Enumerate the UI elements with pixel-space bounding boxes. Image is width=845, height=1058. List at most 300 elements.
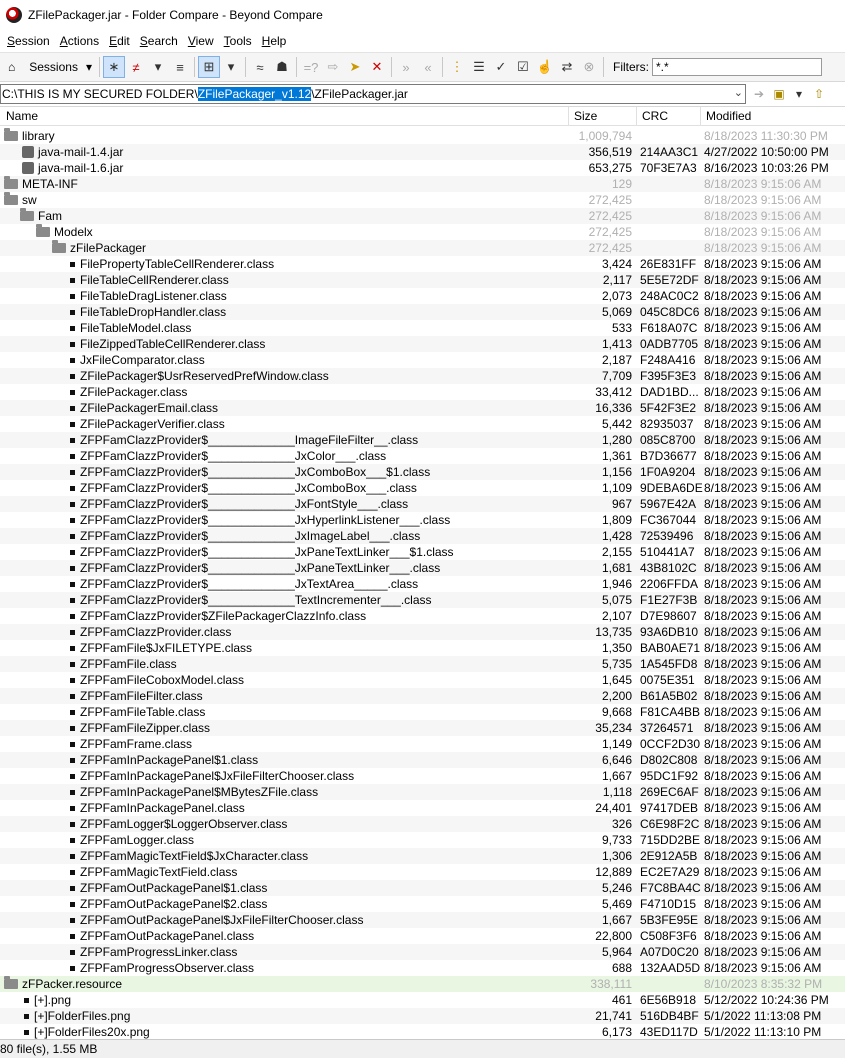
modified-cell: 8/18/2023 9:15:06 AM [704,641,822,655]
file-row[interactable] [0,656,845,672]
file-icon [70,630,75,635]
modified-cell: 8/18/2023 9:15:06 AM [704,353,822,367]
list-icon[interactable]: ☰ [473,59,485,74]
check-icon[interactable]: ✓ [495,59,507,74]
name-cell [70,481,417,495]
file-name: zFPacker.resource [22,977,123,991]
file-row[interactable] [0,560,845,576]
name-cell [70,737,192,751]
size-cell: 2,187 [601,353,632,367]
file-icon [70,918,75,923]
name-cell [24,1009,130,1023]
crc-cell: F7C8BA4C [640,881,701,895]
file-row[interactable] [0,608,845,624]
file-name: ZFPFamProgressObserver.class [80,961,255,975]
crc-cell: F1E27F3B [640,593,698,607]
name-cell [70,529,420,543]
jar-file-icon [22,162,34,174]
name-cell [70,817,287,831]
folder-row[interactable] [0,224,845,240]
name-cell [70,305,226,319]
crc-cell: 2206FFDA [640,577,699,591]
file-icon [70,854,75,859]
menu-session[interactable]: Session [7,34,50,48]
size-cell: 326 [611,817,632,831]
modified-cell: 8/18/2023 9:15:06 AM [704,673,822,687]
file-row[interactable] [0,816,845,832]
status-text: 80 file(s), 1.55 MB [0,1042,98,1056]
modified-cell: 8/18/2023 9:15:06 AM [704,721,822,735]
file-row[interactable] [0,848,845,864]
folder-row[interactable] [0,240,845,256]
column-divider[interactable] [636,107,637,125]
crc-cell: 97417DEB [640,801,699,815]
name-cell [70,961,254,975]
crc-cell: 715DD2BE [640,833,701,847]
modified-cell: 8/18/2023 9:15:06 AM [704,753,822,767]
crc-cell: 269EC6AF [640,785,699,799]
crc-cell: 045C8DC6 [640,305,700,319]
modified-cell: 8/18/2023 9:15:06 AM [704,177,822,191]
file-name: ZFPFamClazzProvider$_____________JxPaneTextLinker___.class [80,561,441,575]
file-row[interactable] [0,336,845,352]
check-all-icon[interactable]: ☑ [517,59,529,74]
file-icon [70,454,75,459]
size-cell: 7,709 [601,369,632,383]
browse-folder-icon[interactable]: ▣ [773,87,785,101]
folder-icon [4,195,18,205]
size-cell: 272,425 [588,209,632,223]
crc-cell: D7E98607 [640,609,697,623]
modified-cell: 8/18/2023 9:15:06 AM [704,497,822,511]
file-row[interactable] [0,400,845,416]
up-folder-icon[interactable]: ⇧ [813,87,825,101]
file-name: ZFilePackager.class [80,385,188,399]
file-icon [70,534,75,539]
file-row[interactable] [0,960,845,976]
name-cell [24,993,71,1007]
previous-difference-icon[interactable]: « [424,59,432,75]
size-cell: 967 [611,497,632,511]
size-cell: 1,350 [601,641,632,655]
file-name: META-INF [22,177,78,191]
file-icon [70,486,75,491]
size-cell: 272,425 [588,225,632,239]
modified-cell: 5/1/2022 11:13:08 PM [704,1009,822,1023]
modified-cell: 8/18/2023 9:15:06 AM [704,209,822,223]
file-row[interactable] [0,256,845,272]
file-row[interactable] [0,368,845,384]
file-icon [70,326,75,331]
modified-cell: 8/18/2023 9:15:06 AM [704,449,822,463]
modified-cell: 8/18/2023 9:15:06 AM [704,881,822,895]
file-row[interactable] [0,320,845,336]
modified-cell: 8/18/2023 9:15:06 AM [704,705,822,719]
size-cell: 129 [611,177,632,191]
name-cell [70,657,177,671]
file-row[interactable] [0,1008,845,1024]
file-name: ZFPFamClazzProvider$_____________JxComboBox___$1.class [80,465,431,479]
size-cell: 1,361 [601,449,632,463]
folder-row[interactable] [0,208,845,224]
size-cell: 1,667 [601,913,632,927]
crc-cell: F81CA4BB [640,705,701,719]
column-header [0,107,845,126]
size-cell: 356,519 [588,145,632,159]
menu-help[interactable]: Help [261,34,287,48]
file-icon [70,278,75,283]
file-row[interactable] [0,160,845,176]
file-name: ZFPFamInPackagePanel.class [80,801,245,815]
modified-cell: 5/12/2022 10:24:36 PM [704,993,829,1007]
size-cell: 1,156 [601,465,632,479]
file-row[interactable] [0,352,845,368]
file-row[interactable] [0,528,845,544]
size-cell: 1,681 [601,561,632,575]
size-cell: 272,425 [588,193,632,207]
file-name: ZFPFamClazzProvider$_____________ImageFileFilter__.class [80,433,419,447]
column-size[interactable]: Size [574,109,598,123]
file-icon [70,790,75,795]
name-cell [20,209,62,223]
modified-cell: 8/18/2023 9:15:06 AM [704,865,822,879]
move-icon[interactable]: ➤ [349,59,361,74]
crc-cell: 5E5E72DF [640,273,699,287]
name-cell [70,897,267,911]
file-name: ZFPFamFileFilter.class [80,689,203,703]
file-name: ZFPFamClazzProvider$ZFilePackagerClazzInfo.class [80,609,367,623]
folder-row[interactable] [0,192,845,208]
toolbar-separator [296,57,297,77]
touch-icon[interactable]: ☝ [536,59,554,74]
toolbar-separator [99,57,100,77]
menu-tools[interactable]: Tools [223,34,252,48]
file-icon [70,614,75,619]
file-icon [70,566,75,571]
modified-cell: 8/10/2023 8:35:32 PM [704,977,823,991]
modified-cell: 8/18/2023 9:15:06 AM [704,961,822,975]
crc-cell: C6E98F2C [640,817,700,831]
name-cell [4,129,55,143]
crc-cell: C508F3F6 [640,929,697,943]
file-row[interactable] [0,592,845,608]
menu-edit[interactable]: Edit [109,34,130,48]
file-row[interactable] [0,880,845,896]
crc-cell: 37264571 [640,721,694,735]
chevron-down-icon[interactable]: ▾ [154,59,162,74]
name-cell [70,433,418,447]
size-cell: 24,401 [595,801,632,815]
file-name: ZFPFamFile.class [80,657,177,671]
column-crc[interactable]: CRC [642,109,668,123]
file-row[interactable] [0,640,845,656]
crc-cell: 9DEBA6DE [640,481,703,495]
file-name: ZFPFamMagicTextField$JxCharacter.class [80,849,309,863]
window-title: ZFilePackager.jar - Folder Compare - Beyond Compare [28,8,323,22]
crc-cell: 82935037 [640,417,694,431]
crc-cell: 132AAD5D [640,961,701,975]
file-name: FileTableModel.class [80,321,192,335]
delete-icon[interactable]: ✕ [371,59,383,74]
crc-cell: 72539496 [640,529,694,543]
size-cell: 338,111 [590,977,632,991]
file-row[interactable] [0,720,845,736]
status-bar [0,1039,845,1058]
file-name: ZFPFamClazzProvider$_____________JxComboBox___.class [80,481,417,495]
file-icon [70,310,75,315]
ignore-differences-icon[interactable]: ≈ [256,59,264,75]
size-cell: 1,946 [601,577,632,591]
crc-cell: 2E912A5B [640,849,698,863]
size-cell: 2,155 [601,545,632,559]
file-row[interactable] [0,464,845,480]
stop-icon[interactable]: ⊗ [583,59,595,74]
crc-cell: 1F0A9204 [640,465,696,479]
chevron-down-icon[interactable]: ▾ [795,87,803,101]
crc-cell: 516DB4BF [640,1009,699,1023]
name-cell [22,161,123,175]
show-differences-icon[interactable]: ≠ [132,59,140,75]
modified-cell: 8/18/2023 9:15:06 AM [704,913,822,927]
swap-icon[interactable]: ⇄ [561,59,573,74]
jar-file-icon [22,146,34,158]
file-row[interactable] [0,736,845,752]
file-name: ZFPFamClazzProvider$_____________JxTextArea_____.class [80,577,419,591]
crc-cell: EC2E7A29 [640,865,700,879]
name-cell [70,369,329,383]
file-name: ZFPFamClazzProvider.class [80,625,232,639]
file-row[interactable] [0,688,845,704]
modified-cell: 8/18/2023 9:15:06 AM [704,257,822,271]
file-row[interactable] [0,304,845,320]
crc-cell: 6E56B918 [640,993,697,1007]
file-row[interactable] [0,432,845,448]
modified-cell: 8/18/2023 9:15:06 AM [704,897,822,911]
modified-cell: 8/18/2023 9:15:06 AM [704,769,822,783]
modified-cell: 8/18/2023 9:15:06 AM [704,849,822,863]
expand-folders-icon[interactable]: ⊞ [198,56,220,78]
tree-icon[interactable]: ⋮ [450,59,464,74]
file-row[interactable] [0,832,845,848]
size-cell: 22,800 [595,929,632,943]
size-cell: 1,118 [602,785,632,799]
file-name: ZFPFamFrame.class [80,737,193,751]
filters-input[interactable]: *.* [652,58,822,76]
size-cell: 688 [611,961,632,975]
crc-cell: F248A416 [640,353,696,367]
folder-row[interactable] [0,976,845,992]
file-row[interactable] [0,480,845,496]
size-cell: 5,469 [601,897,632,911]
file-row[interactable] [0,496,845,512]
file-icon [70,806,75,811]
modified-cell: 8/18/2023 9:15:06 AM [704,321,822,335]
file-name: ZFPFamInPackagePanel$1.class [80,753,259,767]
name-cell [70,545,454,559]
file-row[interactable] [0,272,845,288]
modified-cell: 4/27/2022 10:50:00 PM [704,145,829,159]
toolbar [0,53,845,82]
modified-cell: 8/18/2023 9:15:06 AM [704,529,822,543]
file-name: ZFPFamOutPackagePanel$2.class [80,897,268,911]
sessions-label: Sessions [29,60,78,74]
file-icon [70,502,75,507]
folder-row[interactable] [0,128,845,144]
modified-cell: 8/18/2023 9:15:06 AM [704,657,822,671]
file-name: java-mail-1.4.jar [38,145,124,159]
file-row[interactable] [0,576,845,592]
chevron-down-icon[interactable]: ⌄ [733,87,743,99]
crc-cell: 1A545FD8 [640,657,698,671]
name-cell [70,913,363,927]
file-row[interactable] [0,512,845,528]
file-row[interactable] [0,928,845,944]
file-row[interactable] [0,384,845,400]
column-divider[interactable] [700,107,701,125]
file-icon [70,902,75,907]
menu-search[interactable]: Search [139,34,178,48]
go-arrow-icon[interactable]: ➔ [753,87,765,101]
file-icon [70,518,75,523]
modified-cell: 8/18/2023 9:15:06 AM [704,241,822,255]
file-row[interactable] [0,784,845,800]
modified-cell: 8/18/2023 11:30:30 PM [704,129,828,143]
file-icon [70,582,75,587]
column-modified[interactable]: Modified [706,109,752,123]
compare-icon[interactable]: =? [303,59,319,75]
name-cell [70,929,254,943]
file-row[interactable] [0,544,845,560]
file-row[interactable] [0,288,845,304]
file-name: ZFPFamClazzProvider$_____________JxImageLabel___.class [80,529,421,543]
title-bar [0,0,845,30]
modified-cell: 8/18/2023 9:15:06 AM [704,577,822,591]
file-row[interactable] [0,800,845,816]
size-cell: 5,069 [601,305,632,319]
file-name: ZFilePackagerVerifier.class [80,417,225,431]
file-icon [70,438,75,443]
name-cell [70,513,450,527]
file-row[interactable] [0,672,845,688]
next-difference-icon[interactable]: » [402,59,410,75]
file-row[interactable] [0,992,845,1008]
file-name: Fam [38,209,62,223]
file-row[interactable] [0,944,845,960]
file-icon [70,662,75,667]
modified-cell: 8/16/2023 10:03:26 PM [704,161,829,175]
toolbar-separator [442,57,443,77]
folder-row[interactable] [0,176,845,192]
path-input[interactable] [0,84,746,104]
file-row[interactable] [0,144,845,160]
size-cell: 5,075 [601,593,632,607]
crc-cell: 5B3FE95E [640,913,699,927]
file-row[interactable] [0,1024,845,1040]
modified-cell: 8/18/2023 9:15:06 AM [704,833,822,847]
file-row[interactable] [0,912,845,928]
file-icon [70,886,75,891]
file-icon [70,262,75,267]
file-icon [70,406,75,411]
name-cell [70,785,318,799]
file-icon [70,742,75,747]
size-cell: 16,336 [595,401,632,415]
menu-bar [0,30,845,53]
sessions-button[interactable] [4,56,96,78]
file-name: FileTableDropHandler.class [80,305,227,319]
column-divider[interactable] [568,107,569,125]
name-cell [70,593,432,607]
name-cell [70,625,231,639]
name-cell [52,241,146,255]
file-name: JxFileComparator.class [80,353,205,367]
crc-cell: 0CCF2D30 [640,737,701,751]
file-name: Modelx [54,225,93,239]
file-row[interactable] [0,416,845,432]
modified-cell: 5/1/2022 11:13:10 PM [704,1025,822,1039]
modified-cell: 8/18/2023 9:15:06 AM [704,689,822,703]
modified-cell: 8/18/2023 9:15:06 AM [704,609,822,623]
file-name: ZFPFamInPackagePanel$JxFileFilterChooser.class [80,769,355,783]
name-cell [70,769,354,783]
crc-cell: 5967E42A [640,497,697,511]
size-cell: 5,246 [601,881,632,895]
menu-icon[interactable]: ≡ [176,59,184,75]
size-cell: 21,741 [595,1009,632,1023]
modified-cell: 8/18/2023 9:15:06 AM [704,193,822,207]
crc-cell: 43B8102C [640,561,697,575]
file-name: zFilePackager [70,241,147,255]
file-row[interactable] [0,704,845,720]
name-cell [70,577,418,591]
file-icon [70,950,75,955]
modified-cell: 8/18/2023 9:15:06 AM [704,561,822,575]
show-all-icon[interactable]: ∗ [103,56,125,78]
file-name: FilePropertyTableCellRenderer.class [80,257,275,271]
column-name[interactable]: Name [6,109,39,123]
rules-icon[interactable]: ☗ [276,59,288,74]
file-row[interactable] [0,768,845,784]
modified-cell: 8/18/2023 9:15:06 AM [704,945,822,959]
size-cell: 1,428 [601,529,632,543]
menu-view[interactable]: View [187,34,214,48]
chevron-down-icon[interactable]: ▾ [227,59,235,74]
size-cell: 5,735 [601,657,632,671]
menu-actions[interactable]: Actions [59,34,100,48]
name-cell [70,273,229,287]
modified-cell: 8/18/2023 9:15:06 AM [704,289,822,303]
size-cell: 1,280 [601,433,632,447]
file-row[interactable] [0,624,845,640]
modified-cell: 8/18/2023 9:15:06 AM [704,225,822,239]
name-cell [24,1025,150,1039]
size-cell: 5,964 [601,945,632,959]
size-cell: 2,107 [601,609,632,623]
file-row[interactable] [0,752,845,768]
file-row[interactable] [0,448,845,464]
filters-label: Filters: [612,60,649,74]
size-cell: 13,735 [595,625,632,639]
name-cell [70,673,244,687]
file-name: [+]FolderFiles.png [34,1009,131,1023]
folder-icon [4,179,18,189]
folder-icon [4,131,18,141]
file-icon [70,374,75,379]
file-row[interactable] [0,896,845,912]
file-row[interactable] [0,864,845,880]
copy-arrow-icon[interactable]: ⇨ [327,59,339,74]
crc-cell: F4710D15 [640,897,697,911]
